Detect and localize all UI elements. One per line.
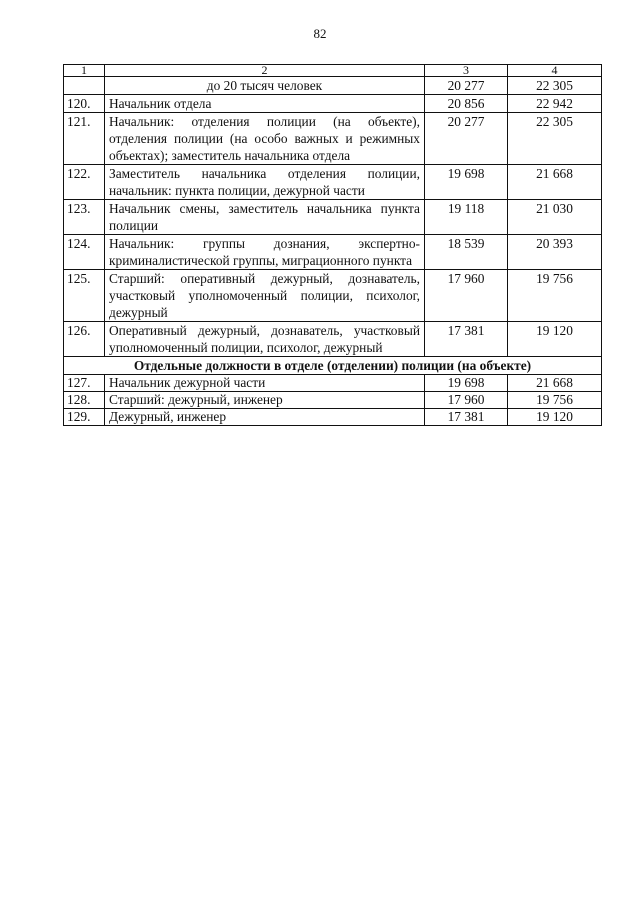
section-title: Отдельные должности в отделе (отделении) полиции (на объекте) — [64, 357, 602, 375]
column-header-2: 2 — [105, 65, 425, 77]
salary-value-3: 20 277 — [425, 113, 508, 165]
table-header-row — [64, 65, 602, 77]
row-number: 120. — [64, 95, 105, 113]
salary-value-4: 19 120 — [508, 409, 602, 426]
salary-value-4: 22 305 — [508, 113, 602, 165]
salary-value-4: 21 030 — [508, 200, 602, 235]
page-number: 82 — [313, 26, 327, 41]
salary-value-3: 17 960 — [425, 392, 508, 409]
position-name: до 20 тысяч человек — [105, 77, 425, 95]
row-number: 129. — [64, 409, 105, 426]
salary-value-4: 22 305 — [508, 77, 602, 95]
table-row — [64, 95, 602, 113]
salary-value-3: 17 381 — [425, 322, 508, 357]
salary-value-3: 17 960 — [425, 270, 508, 322]
table-row — [64, 165, 602, 200]
salary-value-4: 21 668 — [508, 375, 602, 392]
table-row — [64, 270, 602, 322]
column-header-1: 1 — [64, 65, 105, 77]
row-number: 125. — [64, 270, 105, 322]
row-number — [64, 77, 105, 95]
table-row — [64, 77, 602, 95]
table-row — [64, 200, 602, 235]
salary-value-3: 18 539 — [425, 235, 508, 270]
section-header-row — [64, 357, 602, 375]
table-row — [64, 392, 602, 409]
position-name: Заместитель начальника отделения полиции, начальник: пункта полиции, дежурной части — [105, 165, 425, 200]
column-header-3: 3 — [425, 65, 508, 77]
salary-value-4: 22 942 — [508, 95, 602, 113]
table-row — [64, 409, 602, 426]
row-number: 122. — [64, 165, 105, 200]
position-name: Старший: оперативный дежурный, дознаватель, участковый уполномоченный полиции, психолог, дежурный — [105, 270, 425, 322]
position-name: Начальник отдела — [105, 95, 425, 113]
column-header-4: 4 — [508, 65, 602, 77]
position-name: Оперативный дежурный, дознаватель, участковый уполномоченный полиции, психолог, дежурный — [105, 322, 425, 357]
salary-value-4: 21 668 — [508, 165, 602, 200]
salary-value-3: 19 698 — [425, 165, 508, 200]
row-number: 128. — [64, 392, 105, 409]
salary-value-3: 19 698 — [425, 375, 508, 392]
salary-value-4: 19 756 — [508, 392, 602, 409]
position-name: Начальник дежурной части — [105, 375, 425, 392]
salary-value-4: 20 393 — [508, 235, 602, 270]
table-row — [64, 235, 602, 270]
row-number: 121. — [64, 113, 105, 165]
salary-value-3: 19 118 — [425, 200, 508, 235]
table-row — [64, 375, 602, 392]
position-name: Начальник смены, заместитель начальника пункта полиции — [105, 200, 425, 235]
row-number: 124. — [64, 235, 105, 270]
salary-table — [63, 64, 602, 426]
salary-value-3: 20 856 — [425, 95, 508, 113]
row-number: 127. — [64, 375, 105, 392]
salary-value-3: 17 381 — [425, 409, 508, 426]
position-name: Старший: дежурный, инженер — [105, 392, 425, 409]
position-name: Начальник: отделения полиции (на объекте), отделения полиции (на особо важных и режимных объектах); заместитель начальника отдела — [105, 113, 425, 165]
salary-value-4: 19 756 — [508, 270, 602, 322]
row-number: 126. — [64, 322, 105, 357]
position-name: Начальник: группы дознания, экспертно-криминалистической группы, миграционного пункта — [105, 235, 425, 270]
salary-value-4: 19 120 — [508, 322, 602, 357]
table-row — [64, 322, 602, 357]
salary-value-3: 20 277 — [425, 77, 508, 95]
row-number: 123. — [64, 200, 105, 235]
table-row — [64, 113, 602, 165]
position-name: Дежурный, инженер — [105, 409, 425, 426]
